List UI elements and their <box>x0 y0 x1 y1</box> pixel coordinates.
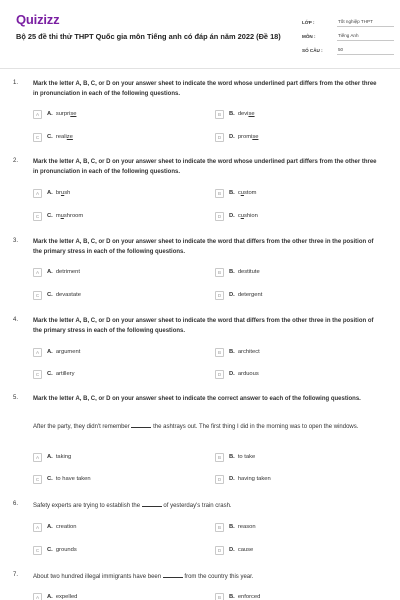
option-c[interactable] <box>33 131 73 143</box>
option-text: taking <box>55 454 72 460</box>
option-text: realize <box>55 134 73 140</box>
option-text: creation <box>55 524 77 530</box>
option-letter: C. <box>47 547 53 553</box>
option-letter: B. <box>229 111 235 117</box>
question-prompt: Safety experts are trying to establish the of yesterday's train crash. <box>33 503 232 509</box>
option-text: cause <box>237 547 254 553</box>
option-letter: B. <box>229 594 235 600</box>
option-b[interactable] <box>215 346 260 358</box>
option-a[interactable] <box>33 346 80 358</box>
option-letter: D. <box>229 213 235 219</box>
option-d[interactable] <box>215 473 271 485</box>
option-d[interactable] <box>215 289 262 301</box>
option-letter: C. <box>47 213 53 219</box>
option-a[interactable] <box>33 108 76 120</box>
option-letter: C. <box>47 134 53 140</box>
option-a[interactable] <box>33 187 70 199</box>
option-letter: A. <box>47 190 53 196</box>
question-prompt: About two hundred illegal immigrants have been from the country this year. <box>33 574 254 580</box>
meta-value: 50 <box>337 45 394 55</box>
option-text: arduous <box>237 371 259 377</box>
question-sentence: After the party, they didn't remember the ashtrays out. The first thing I did in the morning was to open the windows. <box>33 424 359 430</box>
underlined-part: u <box>60 213 64 219</box>
option-box: A <box>33 110 42 119</box>
option-text: cushion <box>237 213 258 219</box>
option-letter: D. <box>229 134 235 140</box>
option-b[interactable] <box>215 108 255 120</box>
option-text: to take <box>237 454 256 460</box>
option-letter: D. <box>229 292 235 298</box>
option-text: artillery <box>55 371 75 377</box>
option-letter: D. <box>229 371 235 377</box>
option-text: grounds <box>55 547 77 553</box>
option-text: devastate <box>55 292 81 298</box>
option-b[interactable] <box>215 521 256 533</box>
meta-row-subject <box>302 29 394 43</box>
option-box: B <box>215 348 224 357</box>
option-box: D <box>215 475 224 484</box>
option-box: A <box>33 593 42 600</box>
underlined-part: u <box>240 213 244 219</box>
option-a[interactable] <box>33 451 71 463</box>
underlined-part: u <box>60 190 65 196</box>
option-box: C <box>33 291 42 300</box>
option-letter: A. <box>47 269 53 275</box>
option-box: D <box>215 291 224 300</box>
answer-blank <box>131 422 151 428</box>
option-letter: D. <box>229 547 235 553</box>
question-number: 2. <box>13 158 19 164</box>
option-d[interactable] <box>215 210 258 222</box>
question-prompt: Mark the letter A, B, C, or D on your answer sheet to indicate the word that differs from the other three in the position of the primary stress in each of the following questions. <box>33 239 374 255</box>
option-letter: A. <box>47 111 53 117</box>
underlined-part: u <box>240 190 244 196</box>
question-number: 5. <box>13 395 19 401</box>
worksheet-header <box>0 0 400 68</box>
question-prompt: Mark the letter A, B, C, or D on your answer sheet to indicate the word whose underlined part differs from the other three in pronunciation in each of the following questions. <box>33 81 377 97</box>
option-d[interactable] <box>215 131 258 143</box>
option-letter: B. <box>229 454 235 460</box>
meta-value: Tốt nghiệp THPT <box>337 17 394 27</box>
option-box: D <box>215 212 224 221</box>
option-text: reason <box>237 524 256 530</box>
option-box: A <box>33 523 42 532</box>
option-box: B <box>215 189 224 198</box>
meta-value: Tiếng Anh <box>337 31 394 41</box>
option-text: promise <box>237 134 259 140</box>
option-letter: C. <box>47 476 53 482</box>
option-box: C <box>33 475 42 484</box>
option-a[interactable] <box>33 521 76 533</box>
answer-blank <box>163 572 183 578</box>
option-letter: C. <box>47 292 53 298</box>
option-a[interactable] <box>33 266 80 278</box>
option-text: architect <box>237 349 260 355</box>
option-text: expelled <box>55 594 78 600</box>
option-box: D <box>215 546 224 555</box>
option-letter: A. <box>47 524 53 530</box>
option-c[interactable] <box>33 473 91 485</box>
option-text: destitute <box>237 269 260 275</box>
meta-label: LỚP : <box>302 19 315 25</box>
question-number: 7. <box>13 572 19 578</box>
option-box: B <box>215 268 224 277</box>
option-box: B <box>215 453 224 462</box>
option-box: B <box>215 593 224 600</box>
option-letter: C. <box>47 371 53 377</box>
option-box: D <box>215 133 224 142</box>
meta-label: MÔN : <box>302 33 316 39</box>
option-b[interactable] <box>215 187 257 199</box>
option-text: to have taken <box>55 476 91 482</box>
option-c[interactable] <box>33 210 83 222</box>
option-box: A <box>33 453 42 462</box>
option-c[interactable] <box>33 289 81 301</box>
meta-label: SỐ CÂU : <box>302 47 323 53</box>
worksheet-title: Bộ 25 đề thi thử THPT Quốc gia môn Tiếng anh có đáp án năm 2022 (Đề 18) <box>16 32 281 41</box>
option-box: A <box>33 189 42 198</box>
question-prompt: Mark the letter A, B, C, or D on your answer sheet to indicate the word that differs from the other three in the position of the primary stress in each of the following questions. <box>33 318 374 334</box>
question-number: 3. <box>13 238 19 244</box>
meta-row-class <box>302 15 394 29</box>
option-b[interactable] <box>215 591 260 600</box>
quizizz-logo: Quizizz <box>16 12 60 27</box>
option-letter: B. <box>229 349 235 355</box>
option-box: C <box>33 133 42 142</box>
option-c[interactable] <box>33 544 77 556</box>
answer-blank <box>142 501 162 507</box>
question-prompt: Mark the letter A, B, C, or D on your answer sheet to indicate the word whose underlined part differs from the other three in pronunciation in each of the following questions. <box>33 159 377 175</box>
option-box: B <box>215 523 224 532</box>
option-letter: B. <box>229 190 235 196</box>
option-letter: A. <box>47 594 53 600</box>
option-c[interactable] <box>33 368 75 380</box>
underlined-part: se <box>248 111 255 117</box>
option-text: surprise <box>55 111 77 117</box>
option-text: enforced <box>237 594 261 600</box>
option-text: argument <box>55 349 81 355</box>
question-number: 6. <box>13 501 19 507</box>
underlined-part: ze <box>66 134 73 140</box>
option-box: C <box>33 546 42 555</box>
option-a[interactable] <box>33 591 77 600</box>
option-letter: A. <box>47 454 53 460</box>
option-b[interactable] <box>215 451 255 463</box>
question-prompt: Mark the letter A, B, C, or D on your answer sheet to indicate the correct answer to each of the following questions. <box>33 396 361 402</box>
option-text: devise <box>237 111 255 117</box>
option-text: detriment <box>55 269 80 275</box>
option-text: having taken <box>237 476 271 482</box>
option-letter: B. <box>229 524 235 530</box>
option-d[interactable] <box>215 368 259 380</box>
underlined-part: se <box>70 111 77 117</box>
header-divider <box>0 68 400 69</box>
question-number: 1. <box>13 80 19 86</box>
option-text: custom <box>237 190 257 196</box>
option-box: A <box>33 348 42 357</box>
worksheet-meta <box>302 15 394 57</box>
option-letter: B. <box>229 269 235 275</box>
option-b[interactable] <box>215 266 260 278</box>
option-d[interactable] <box>215 544 253 556</box>
question-number: 4. <box>13 317 19 323</box>
option-box: D <box>215 370 224 379</box>
option-letter: A. <box>47 349 53 355</box>
option-box: B <box>215 110 224 119</box>
meta-row-count <box>302 43 394 57</box>
underlined-part: se <box>252 134 259 140</box>
option-box: A <box>33 268 42 277</box>
option-box: C <box>33 370 42 379</box>
option-text: mushroom <box>55 213 84 219</box>
option-letter: D. <box>229 476 235 482</box>
option-box: C <box>33 212 42 221</box>
option-text: brush <box>55 190 71 196</box>
option-text: detergent <box>237 292 263 298</box>
